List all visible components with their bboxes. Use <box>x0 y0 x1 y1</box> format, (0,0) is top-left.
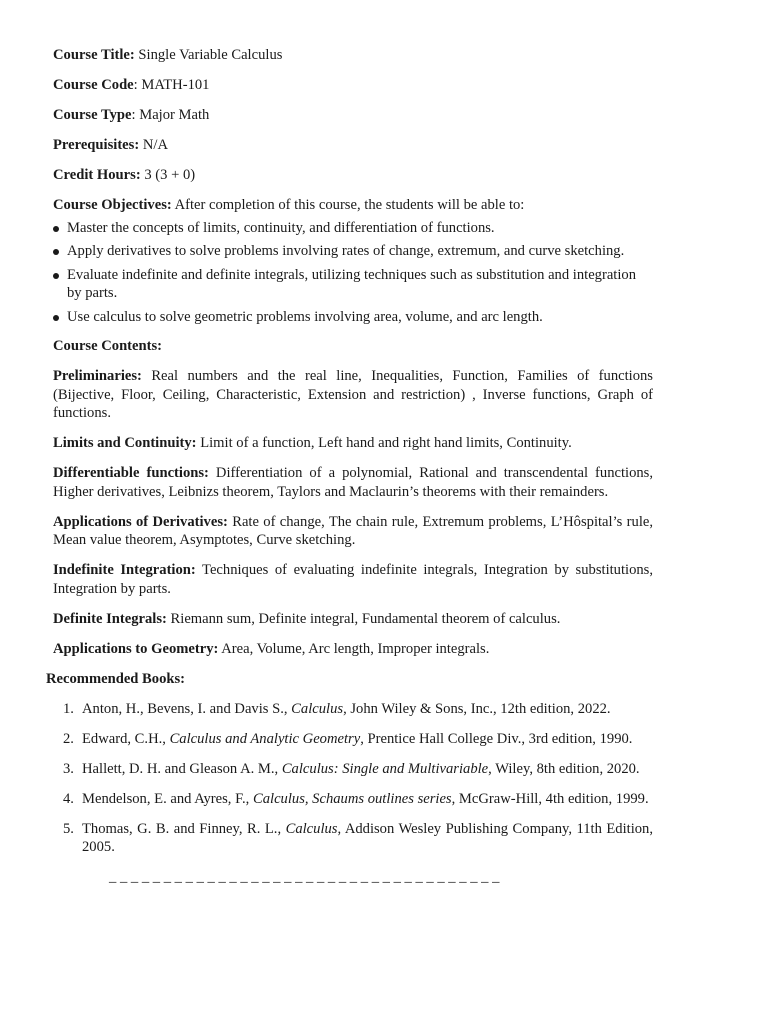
book-title: Calculus and Analytic Geometry <box>169 730 361 747</box>
book-authors: Anton, H., Bevens, I. and Davis S., <box>82 700 292 717</box>
field-value: Single Variable Calculus <box>134 47 283 63</box>
book-number: 1. <box>63 700 74 717</box>
objectives-intro-text: After completion of this course, the students will be able to: <box>171 197 525 213</box>
section-label: Indefinite Integration: <box>53 562 196 578</box>
field-value: : MATH-101 <box>133 77 210 93</box>
field-label: Course Code <box>53 77 134 93</box>
objective-item <box>53 266 653 303</box>
book-number: 5. <box>63 820 74 837</box>
book-authors: Hallett, D. H. and Gleason A. M., <box>82 760 282 777</box>
field-label: Course Title: <box>53 47 135 63</box>
objective-item <box>53 242 653 261</box>
objective-text: Master the concepts of limits, continuity, and differentiation of functions. <box>67 219 495 236</box>
dashed-separator: _ _ _ _ _ _ _ _ _ _ _ _ _ _ _ _ _ _ _ _ _ _ _ _ _ _ _ _ _ _ _ _ _ _ _ _ <box>109 869 500 885</box>
section-applications-geometry <box>53 640 653 659</box>
section-text: Area, Volume, Arc length, Improper integrals. <box>218 640 490 657</box>
credit-hours-field <box>53 166 653 185</box>
section-text: Riemann sum, Definite integral, Fundamental theorem of calculus. <box>166 610 561 627</box>
book-authors: Edward, C.H., <box>82 730 170 747</box>
objective-item <box>53 219 653 238</box>
book-details: , McGraw-Hill, 4th edition, 1999. <box>451 790 649 807</box>
section-differentiable-functions <box>53 464 653 501</box>
book-item <box>53 730 653 749</box>
course-code-field <box>53 76 653 95</box>
book-title: Calculus: Single and Multivariable <box>281 760 489 777</box>
section-label: Preliminaries: <box>53 368 142 384</box>
course-title-field <box>53 46 653 65</box>
book-title: Calculus <box>285 820 338 837</box>
section-indefinite-integration <box>53 561 653 598</box>
book-title: Calculus <box>291 700 344 717</box>
course-outline-page <box>46 46 654 887</box>
field-value: 3 (3 + 0) <box>140 167 196 183</box>
bullet-icon <box>53 273 59 279</box>
course-objectives-intro <box>53 196 653 215</box>
section-label: Limits and Continuity: <box>53 435 197 451</box>
book-details: , Wiley, 8th edition, 2020. <box>488 760 640 777</box>
prerequisites-field <box>53 136 653 155</box>
book-details: , Prentice Hall College Div., 3rd edition, 1990. <box>360 730 633 747</box>
bullet-icon <box>53 249 59 255</box>
objectives-label: Course Objectives: <box>53 197 172 213</box>
section-preliminaries <box>53 367 653 423</box>
section-label: Definite Integrals: <box>53 610 167 627</box>
objective-text: Use calculus to solve geometric problems involving area, volume, and arc length. <box>67 308 543 325</box>
field-value: N/A <box>139 137 168 153</box>
section-text: Real numbers and the real line, Inequalities, Function, Families of functions (Bijective, Floor, Ceiling, Characteristic, Extension and restriction) , Inverse functions, Graph of functions. <box>53 368 653 421</box>
book-authors: Mendelson, E. and Ayres, F., <box>82 790 253 807</box>
section-label: Differentiable functions: <box>53 465 209 481</box>
field-value: : Major Math <box>131 107 210 123</box>
book-number: 2. <box>63 730 74 747</box>
book-item <box>53 790 653 809</box>
section-text: Techniques of evaluating indefinite integrals, Integration by substitutions, Integration by parts. <box>53 562 654 597</box>
bullet-icon <box>53 315 59 321</box>
book-number: 4. <box>63 790 74 807</box>
section-limits-continuity <box>53 434 653 453</box>
field-label: Course Type <box>53 107 132 123</box>
objective-text: Evaluate indefinite and definite integrals, utilizing techniques such as substitution and integration by parts. <box>67 266 637 301</box>
section-label: Applications of Derivatives: <box>53 513 228 530</box>
book-item <box>53 760 653 779</box>
objective-item <box>53 308 653 327</box>
section-text: Rate of change, The chain rule, Extremum problems, L’Hôspital’s rule, Mean value theorem, Asymptotes, Curve sketching. <box>53 513 653 548</box>
section-definite-integrals <box>53 610 653 629</box>
section-text: Limit of a function, Left hand and right hand limits, Continuity. <box>196 435 572 451</box>
section-text: Differentiation of a polynomial, Rational and transcendental functions, Higher derivatives, Leibnizs theorem, Taylors and Maclaurin’s theorems with their remainders. <box>53 465 654 500</box>
book-details: , John Wiley & Sons, Inc., 12th edition, 2022. <box>343 700 611 717</box>
section-applications-derivatives <box>53 513 653 550</box>
field-label: Credit Hours: <box>53 167 141 183</box>
book-number: 3. <box>63 760 74 777</box>
book-item <box>53 700 653 719</box>
objective-text: Apply derivatives to solve problems involving rates of change, extremum, and curve sketching. <box>67 243 625 259</box>
book-details: , Addison Wesley Publishing Company, 11th Edition, 2005. <box>82 820 653 855</box>
course-contents-heading: Course Contents: <box>53 338 163 354</box>
course-type-field <box>53 106 653 125</box>
book-item <box>53 820 653 857</box>
recommended-books-heading: Recommended Books: <box>46 670 186 687</box>
book-authors: Thomas, G. B. and Finney, R. L., <box>82 820 286 837</box>
bullet-icon <box>53 226 59 232</box>
objectives-list <box>53 219 653 327</box>
field-label: Prerequisites: <box>53 137 140 153</box>
books-list <box>53 700 653 857</box>
book-title: Calculus, Schaums outlines series <box>252 790 452 807</box>
section-label: Applications to Geometry: <box>53 640 219 657</box>
